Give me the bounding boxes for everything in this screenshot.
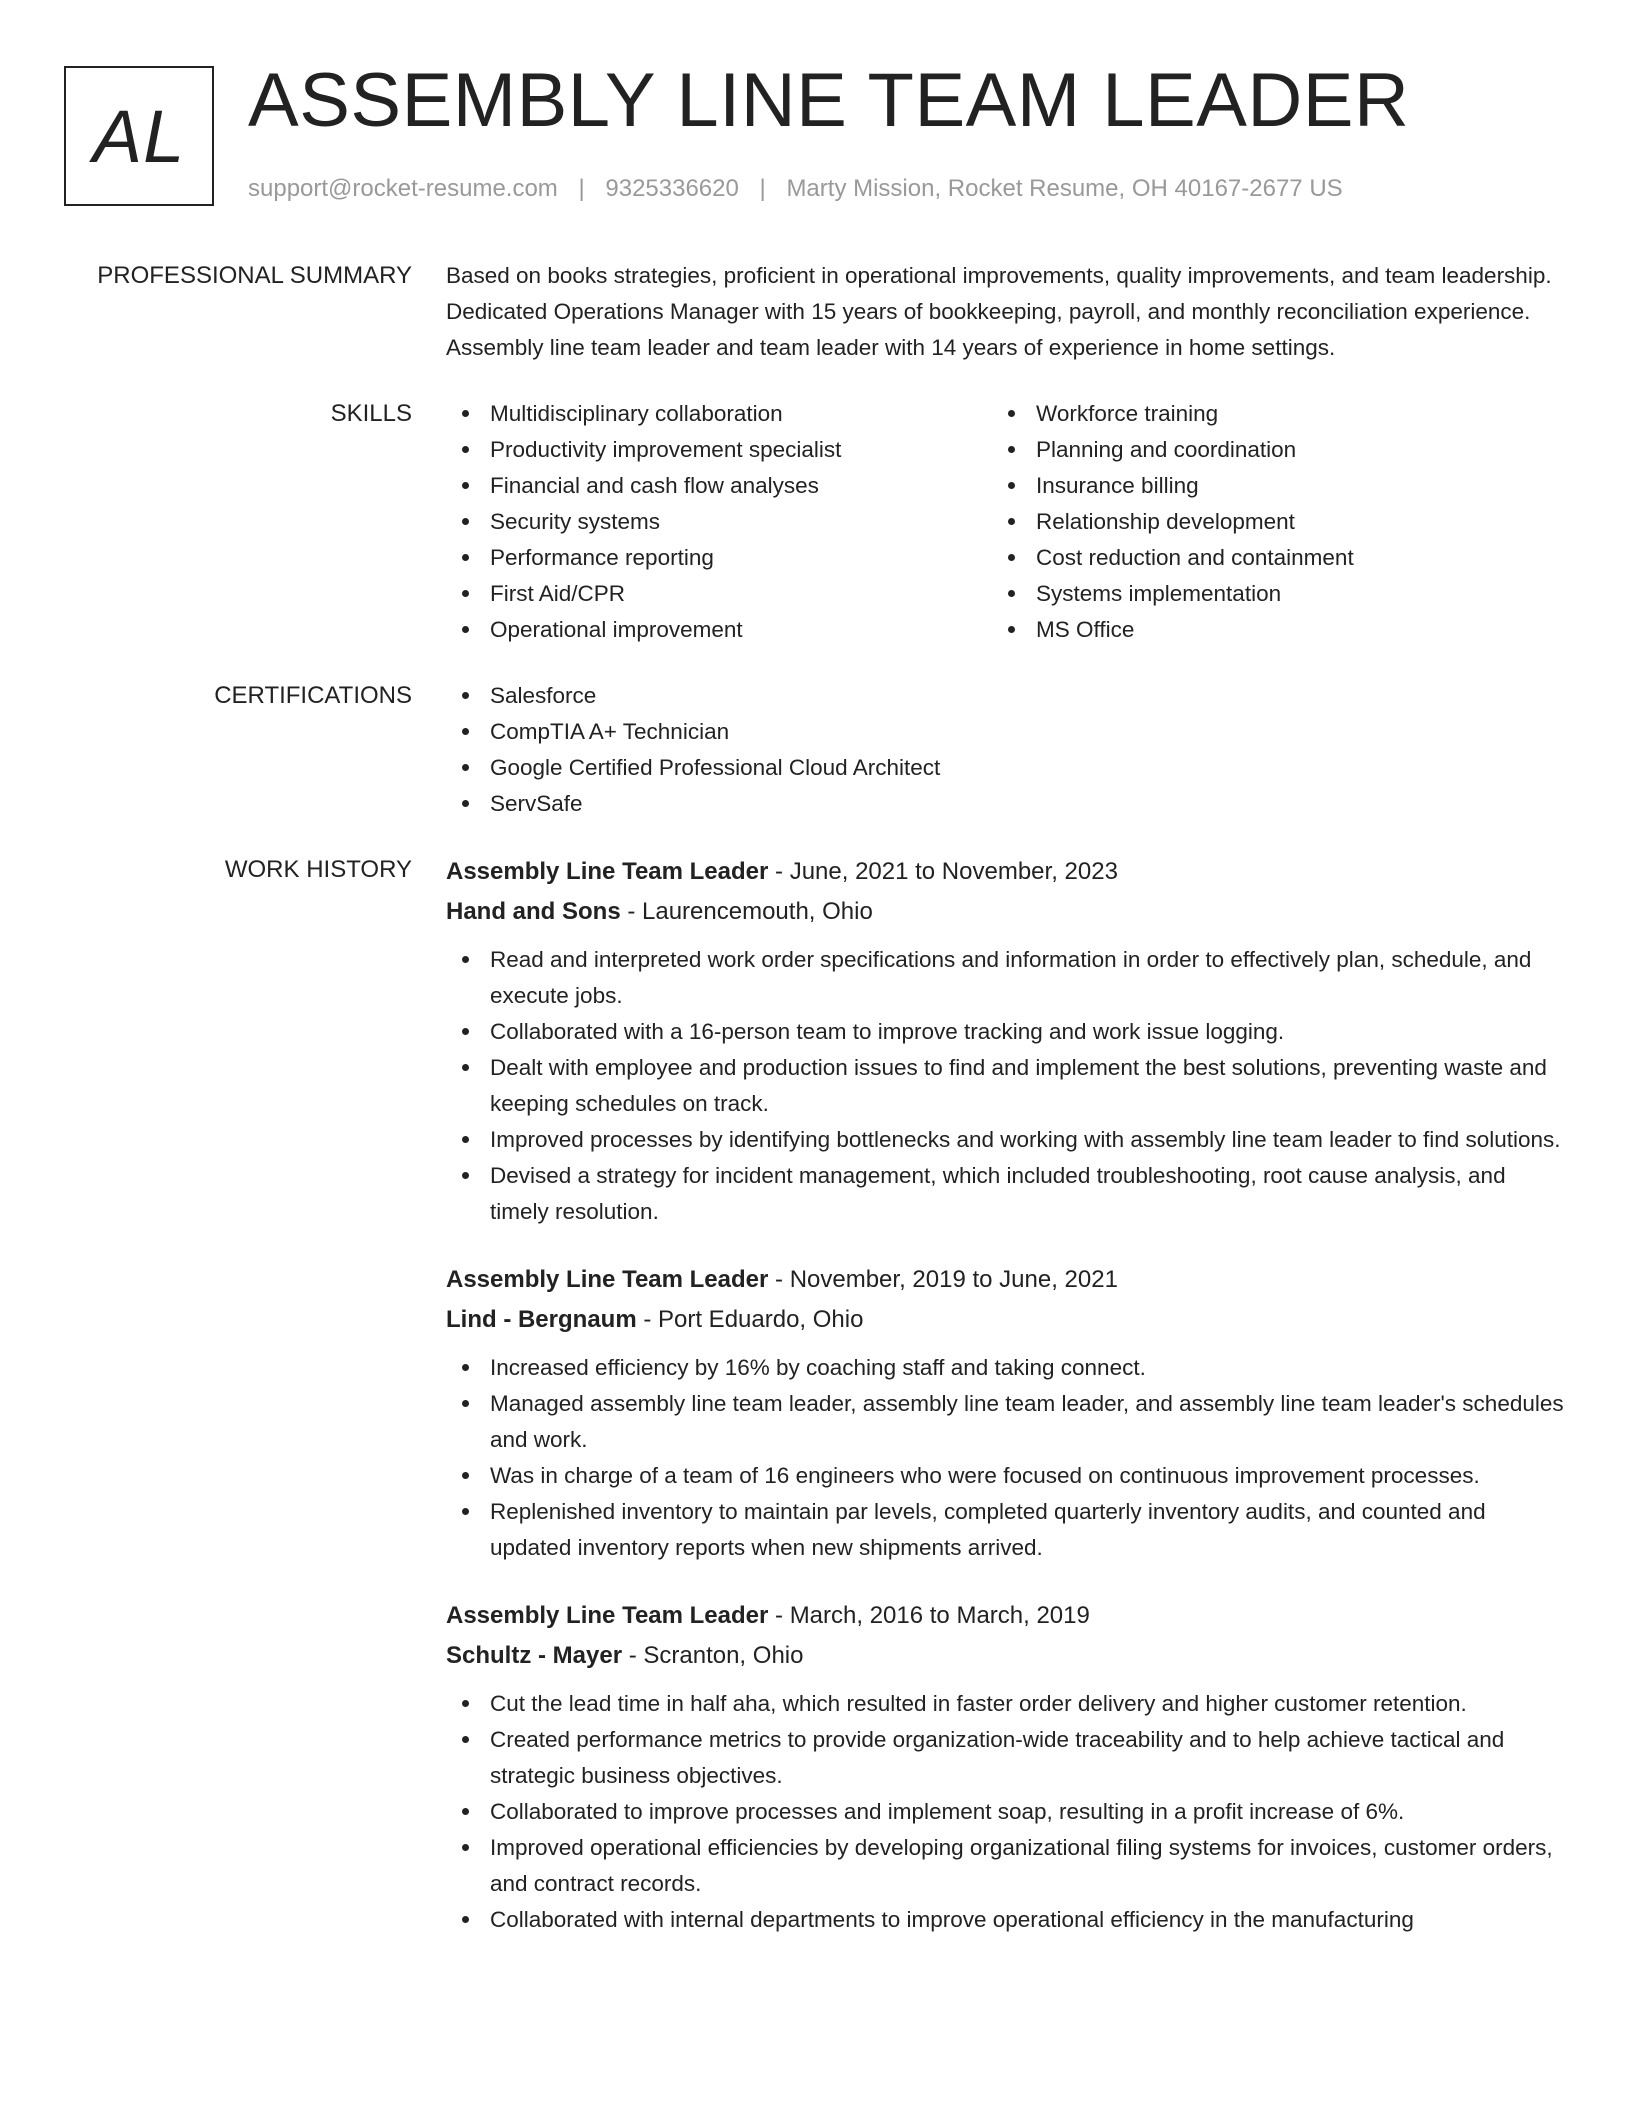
job-location: Scranton, Ohio <box>643 1642 804 1669</box>
skill-item: MS Office <box>992 612 1538 648</box>
certification-item: Google Certified Professional Cloud Architect <box>446 750 1570 786</box>
job-company: Schultz - Mayer <box>446 1642 623 1669</box>
skill-item: Multidisciplinary collaboration <box>446 396 992 432</box>
job-entry <box>446 1260 1570 1566</box>
job-bullet: Improved operational efficiencies by developing organizational filing systems for invoices, customer orders, and contract records. <box>446 1830 1570 1902</box>
summary-section <box>0 258 1632 366</box>
skill-item: Productivity improvement specialist <box>446 432 992 468</box>
certifications-body <box>446 678 1570 822</box>
contact-line <box>248 174 1343 204</box>
job-company: Lind - Bergnaum <box>446 1306 637 1333</box>
job-dash: - <box>768 1266 790 1293</box>
job-role: Assembly Line Team Leader <box>446 858 769 885</box>
skill-item: Operational improvement <box>446 612 992 648</box>
skills-body <box>446 396 1570 648</box>
contact-address: Marty Mission, Rocket Resume, OH 40167-2677 US <box>786 175 1343 202</box>
job-bullet: Created performance metrics to provide organization-wide traceability and to help achieve tactical and strategic business objectives. <box>446 1722 1570 1794</box>
skills-section <box>0 396 1632 648</box>
certification-item: Salesforce <box>446 678 1570 714</box>
job-bullet: Replenished inventory to maintain par levels, completed quarterly inventory audits, and counted and updated inventory reports when new shipments arrived. <box>446 1494 1570 1566</box>
job-title-line <box>446 1260 1570 1300</box>
skills-list-left <box>446 396 992 648</box>
job-location: Laurencemouth, Ohio <box>642 898 873 925</box>
job-dates: March, 2016 to March, 2019 <box>789 1602 1090 1629</box>
job-entry <box>446 852 1570 1230</box>
job-dash: - <box>768 1602 790 1629</box>
job-bullet: Improved processes by identifying bottlenecks and working with assembly line team leader to find solutions. <box>446 1122 1570 1158</box>
skills-title: SKILLS <box>330 400 412 427</box>
job-dash: - <box>622 1642 644 1669</box>
job-bullet: Cut the lead time in half aha, which resulted in faster order delivery and higher customer retention. <box>446 1686 1570 1722</box>
job-dash: - <box>620 898 643 925</box>
job-company-line <box>446 892 1570 932</box>
job-company-line <box>446 1300 1570 1340</box>
job-bullet: Read and interpreted work order specifications and information in order to effectively plan, schedule, and execute jobs. <box>446 942 1570 1014</box>
job-role: Assembly Line Team Leader <box>446 1266 769 1293</box>
skill-item: Performance reporting <box>446 540 992 576</box>
job-bullets <box>446 1350 1570 1566</box>
work-history-title: WORK HISTORY <box>224 856 412 883</box>
certification-item: CompTIA A+ Technician <box>446 714 1570 750</box>
skill-item: First Aid/CPR <box>446 576 992 612</box>
contact-separator: | <box>578 175 585 202</box>
job-bullet: Managed assembly line team leader, assembly line team leader, and assembly line team leader's schedules and work. <box>446 1386 1570 1458</box>
skill-item: Insurance billing <box>992 468 1538 504</box>
job-title-line <box>446 852 1570 892</box>
job-entry <box>446 1596 1570 1938</box>
skill-item: Financial and cash flow analyses <box>446 468 992 504</box>
initials-monogram: AL <box>64 66 214 206</box>
skills-list-right <box>992 396 1538 648</box>
job-role: Assembly Line Team Leader <box>446 1602 769 1629</box>
summary-body <box>446 258 1570 366</box>
job-bullets <box>446 942 1570 1230</box>
skill-item: Relationship development <box>992 504 1538 540</box>
skill-item: Security systems <box>446 504 992 540</box>
resume-name: ASSEMBLY LINE TEAM LEADER <box>248 58 1410 143</box>
skill-item: Cost reduction and containment <box>992 540 1538 576</box>
certifications-section <box>0 678 1632 822</box>
contact-phone: 9325336620 <box>605 175 739 202</box>
certifications-title: CERTIFICATIONS <box>214 682 412 709</box>
job-dates: November, 2019 to June, 2021 <box>789 1266 1118 1293</box>
job-bullet: Collaborated with a 16-person team to improve tracking and work issue logging. <box>446 1014 1570 1050</box>
resume-content <box>0 258 1632 1998</box>
job-bullets <box>446 1686 1570 1938</box>
contact-email: support@rocket-resume.com <box>248 175 558 202</box>
skill-item: Planning and coordination <box>992 432 1538 468</box>
job-bullet: Was in charge of a team of 16 engineers who were focused on continuous improvement processes. <box>446 1458 1570 1494</box>
certification-item: ServSafe <box>446 786 1570 822</box>
job-dash: - <box>636 1306 658 1333</box>
skill-item: Workforce training <box>992 396 1538 432</box>
job-dash: - <box>768 858 790 885</box>
certifications-list <box>446 678 1570 822</box>
contact-separator: | <box>759 175 766 202</box>
work-history-section <box>0 852 1632 1968</box>
job-location: Port Eduardo, Ohio <box>658 1306 864 1333</box>
job-bullet: Collaborated to improve processes and implement soap, resulting in a profit increase of 6%. <box>446 1794 1570 1830</box>
job-company: Hand and Sons <box>446 898 621 925</box>
job-bullet: Dealt with employee and production issues to find and implement the best solutions, preventing waste and keeping schedules on track. <box>446 1050 1570 1122</box>
job-title-line <box>446 1596 1570 1636</box>
skill-item: Systems implementation <box>992 576 1538 612</box>
job-bullet: Devised a strategy for incident management, which included troubleshooting, root cause analysis, and timely resolution. <box>446 1158 1570 1230</box>
job-dates: June, 2021 to November, 2023 <box>789 858 1118 885</box>
summary-text: Based on books strategies, proficient in operational improvements, quality improvements, and team leadership. Dedicated Operations Manager with 15 years of bookkeeping, payroll, and monthly reconciliation experience. Assembly line team leader and team leader with 14 years of experience in home settings. <box>446 263 1552 360</box>
job-bullet: Collaborated with internal departments to improve operational efficiency in the manufacturing <box>446 1902 1570 1938</box>
job-bullet: Increased efficiency by 16% by coaching staff and taking connect. <box>446 1350 1570 1386</box>
summary-title: PROFESSIONAL SUMMARY <box>97 262 412 289</box>
job-company-line <box>446 1636 1570 1676</box>
work-history-body <box>446 852 1570 1968</box>
